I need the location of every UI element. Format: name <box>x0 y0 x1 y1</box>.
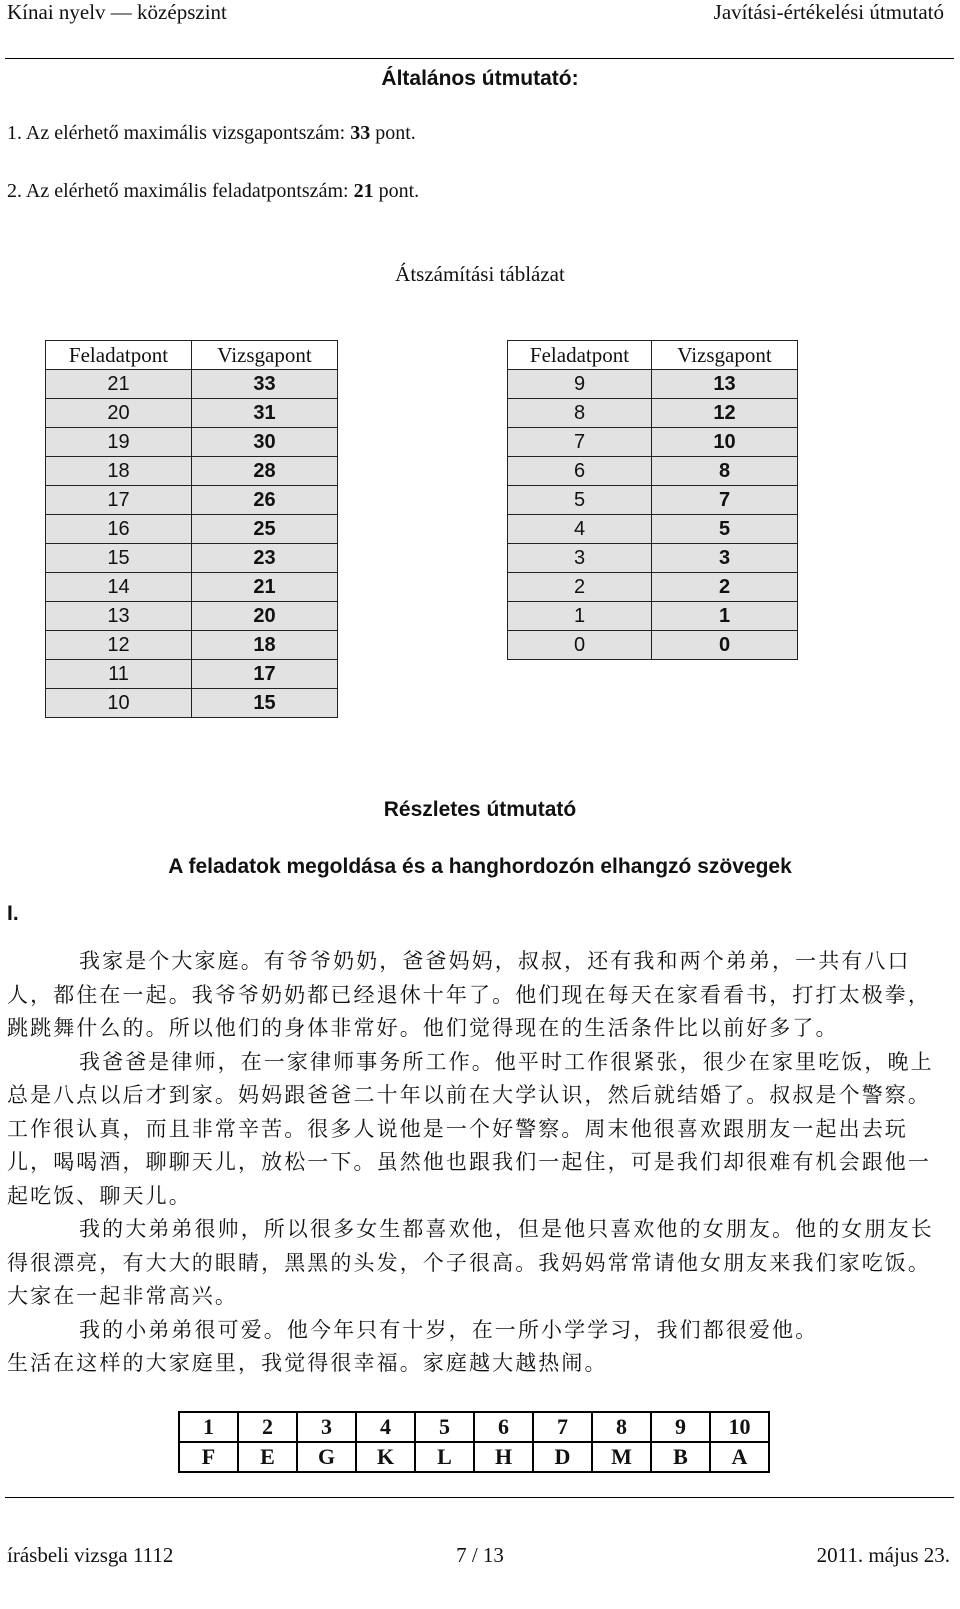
table-row <box>508 457 798 486</box>
footer-page-number: 7 / 13 <box>456 1543 504 1567</box>
task-point-cell: 18 <box>46 457 192 486</box>
general-item-1 <box>7 122 416 145</box>
table-row <box>508 515 798 544</box>
col-header-task: Feladatpont <box>46 341 192 370</box>
answer-number-cell: 10 <box>710 1412 769 1442</box>
task-point-cell: 0 <box>508 631 652 660</box>
general-item-1-text: 1. Az elérhető maximális vizsgapontszám: <box>7 122 351 144</box>
answer-number-cell: 2 <box>238 1412 297 1442</box>
answer-letter-cell: H <box>474 1442 533 1472</box>
header-doc-type: Javítási-értékelési útmutató <box>713 0 944 24</box>
table-row <box>46 573 338 602</box>
task-point-cell: 6 <box>508 457 652 486</box>
exam-point-cell: 25 <box>192 515 338 544</box>
general-item-2 <box>7 180 419 203</box>
exam-point-cell: 26 <box>192 486 338 515</box>
answer-letter-cell: K <box>356 1442 415 1472</box>
table-row <box>508 428 798 457</box>
footer-rule <box>5 1497 954 1498</box>
task-point-cell: 2 <box>508 573 652 602</box>
task-point-cell: 5 <box>508 486 652 515</box>
footer-exam-code: írásbeli vizsga 1112 <box>7 1543 174 1567</box>
exam-point-cell: 0 <box>652 631 798 660</box>
table-row <box>46 689 338 718</box>
exam-point-cell: 7 <box>652 486 798 515</box>
task-point-cell: 8 <box>508 399 652 428</box>
exam-point-cell: 12 <box>652 399 798 428</box>
answer-letter-cell: L <box>415 1442 474 1472</box>
answer-letter-row <box>179 1442 769 1472</box>
answer-letter-cell: D <box>533 1442 592 1472</box>
header-subject: Kínai nyelv — középszint <box>7 0 227 24</box>
exam-point-cell: 23 <box>192 544 338 573</box>
passage-paragraph: 生活在这样的大家庭里，我觉得很幸福。家庭越大越热闹。 <box>7 1351 608 1375</box>
exam-point-cell: 15 <box>192 689 338 718</box>
table-row <box>508 573 798 602</box>
task-point-cell: 16 <box>46 515 192 544</box>
passage-paragraph: 我爸爸是律师，在一家律师事务所工作。他平时工作很紧张，很少在家里吃饭，晚上总是八点以后才到家。妈妈跟爸爸二十年以前在大学认识，然后就结婚了。叔叔是个警察。工作很认真，而且非常辛苦。很多人说他是一个好警察。周末他很喜欢跟朋友一起出去玩儿，喝喝酒，聊聊天儿，放松一下。虽然他也跟我们一起住，可是我们却很难有机会跟他一起吃饭、聊天儿。 <box>7 1049 934 1208</box>
answer-letter-cell: M <box>592 1442 651 1472</box>
answer-number-cell: 4 <box>356 1412 415 1442</box>
exam-point-cell: 13 <box>652 370 798 399</box>
table-row <box>46 544 338 573</box>
conversion-table-left <box>45 340 338 718</box>
table-header-row <box>46 341 338 370</box>
answer-number-cell: 7 <box>533 1412 592 1442</box>
task-point-cell: 20 <box>46 399 192 428</box>
answer-letter-cell: A <box>710 1442 769 1472</box>
task-point-cell: 7 <box>508 428 652 457</box>
exam-point-cell: 17 <box>192 660 338 689</box>
table-row <box>508 370 798 399</box>
table-row <box>508 602 798 631</box>
table-row <box>46 631 338 660</box>
task-point-cell: 10 <box>46 689 192 718</box>
listening-passage <box>7 945 937 1381</box>
task-point-cell: 1 <box>508 602 652 631</box>
task-point-cell: 14 <box>46 573 192 602</box>
general-item-2-text: 2. Az elérhető maximális feladatpontszám: <box>7 180 354 202</box>
task-point-cell: 21 <box>46 370 192 399</box>
general-item-2-suffix: pont. <box>373 180 420 202</box>
exam-point-cell: 31 <box>192 399 338 428</box>
col-header-exam: Vizsgapont <box>192 341 338 370</box>
exam-point-cell: 30 <box>192 428 338 457</box>
detailed-subtitle: A feladatok megoldása és a hanghordozón elhangzó szövegek <box>168 855 792 878</box>
general-item-2-value: 21 <box>353 180 374 202</box>
exam-point-cell: 20 <box>192 602 338 631</box>
table-row <box>46 370 338 399</box>
task-point-cell: 13 <box>46 602 192 631</box>
answer-key-table <box>178 1411 770 1473</box>
exam-point-cell: 2 <box>652 573 798 602</box>
answer-letter-cell: B <box>651 1442 710 1472</box>
task-point-cell: 11 <box>46 660 192 689</box>
conversion-title: Átszámítási táblázat <box>395 262 565 286</box>
general-item-1-value: 33 <box>350 122 371 144</box>
answer-number-cell: 1 <box>179 1412 238 1442</box>
table-row <box>46 486 338 515</box>
answer-number-cell: 3 <box>297 1412 356 1442</box>
exam-point-cell: 10 <box>652 428 798 457</box>
passage-paragraph: 我的大弟弟很帅，所以很多女生都喜欢他，但是他只喜欢他的女朋友。他的女朋友长得很漂亮，有大大的眼睛，黑黑的头发，个子很高。我妈妈常常请他女朋友来我们家吃饭。大家在一起非常高兴。 <box>7 1217 934 1308</box>
task-point-cell: 17 <box>46 486 192 515</box>
exam-point-cell: 3 <box>652 544 798 573</box>
section-label: I. <box>7 902 19 925</box>
task-point-cell: 4 <box>508 515 652 544</box>
table-row <box>46 457 338 486</box>
exam-point-cell: 18 <box>192 631 338 660</box>
answer-letter-cell: F <box>179 1442 238 1472</box>
task-point-cell: 9 <box>508 370 652 399</box>
exam-point-cell: 1 <box>652 602 798 631</box>
answer-number-cell: 5 <box>415 1412 474 1442</box>
answer-number-cell: 8 <box>592 1412 651 1442</box>
answer-letter-cell: E <box>238 1442 297 1472</box>
table-row <box>508 631 798 660</box>
col-header-exam: Vizsgapont <box>652 341 798 370</box>
answer-number-cell: 6 <box>474 1412 533 1442</box>
table-row <box>46 428 338 457</box>
col-header-task: Feladatpont <box>508 341 652 370</box>
passage-paragraph: 我的小弟弟很可爱。他今年只有十岁，在一所小学学习，我们都很爱他。 <box>79 1317 819 1342</box>
general-item-1-suffix: pont. <box>370 122 416 144</box>
table-row <box>508 399 798 428</box>
header-rule <box>5 58 954 59</box>
table-row <box>508 486 798 515</box>
table-header-row <box>508 341 798 370</box>
exam-point-cell: 33 <box>192 370 338 399</box>
task-point-cell: 19 <box>46 428 192 457</box>
table-row <box>46 399 338 428</box>
passage-paragraph: 我家是个大家庭。有爷爷奶奶，爸爸妈妈，叔叔，还有我和两个弟弟，一共有八口人，都住在一起。我爷爷奶奶都已经退休十年了。他们现在每天在家看看书，打打太极拳，跳跳舞什么的。所以他们的身体非常好。他们觉得现在的生活条件比以前好多了。 <box>7 949 931 1040</box>
detailed-title: Részletes útmutató <box>383 798 577 821</box>
exam-point-cell: 21 <box>192 573 338 602</box>
general-title: Általános útmutató: <box>381 67 579 90</box>
exam-point-cell: 5 <box>652 515 798 544</box>
table-row <box>46 515 338 544</box>
conversion-table-right <box>507 340 798 660</box>
exam-point-cell: 8 <box>652 457 798 486</box>
answer-letter-cell: G <box>297 1442 356 1472</box>
answer-number-cell: 9 <box>651 1412 710 1442</box>
answer-number-row <box>179 1412 769 1442</box>
exam-point-cell: 28 <box>192 457 338 486</box>
task-point-cell: 12 <box>46 631 192 660</box>
footer-date: 2011. május 23. <box>816 1543 950 1567</box>
table-row <box>508 544 798 573</box>
table-row <box>46 602 338 631</box>
table-row <box>46 660 338 689</box>
task-point-cell: 3 <box>508 544 652 573</box>
task-point-cell: 15 <box>46 544 192 573</box>
